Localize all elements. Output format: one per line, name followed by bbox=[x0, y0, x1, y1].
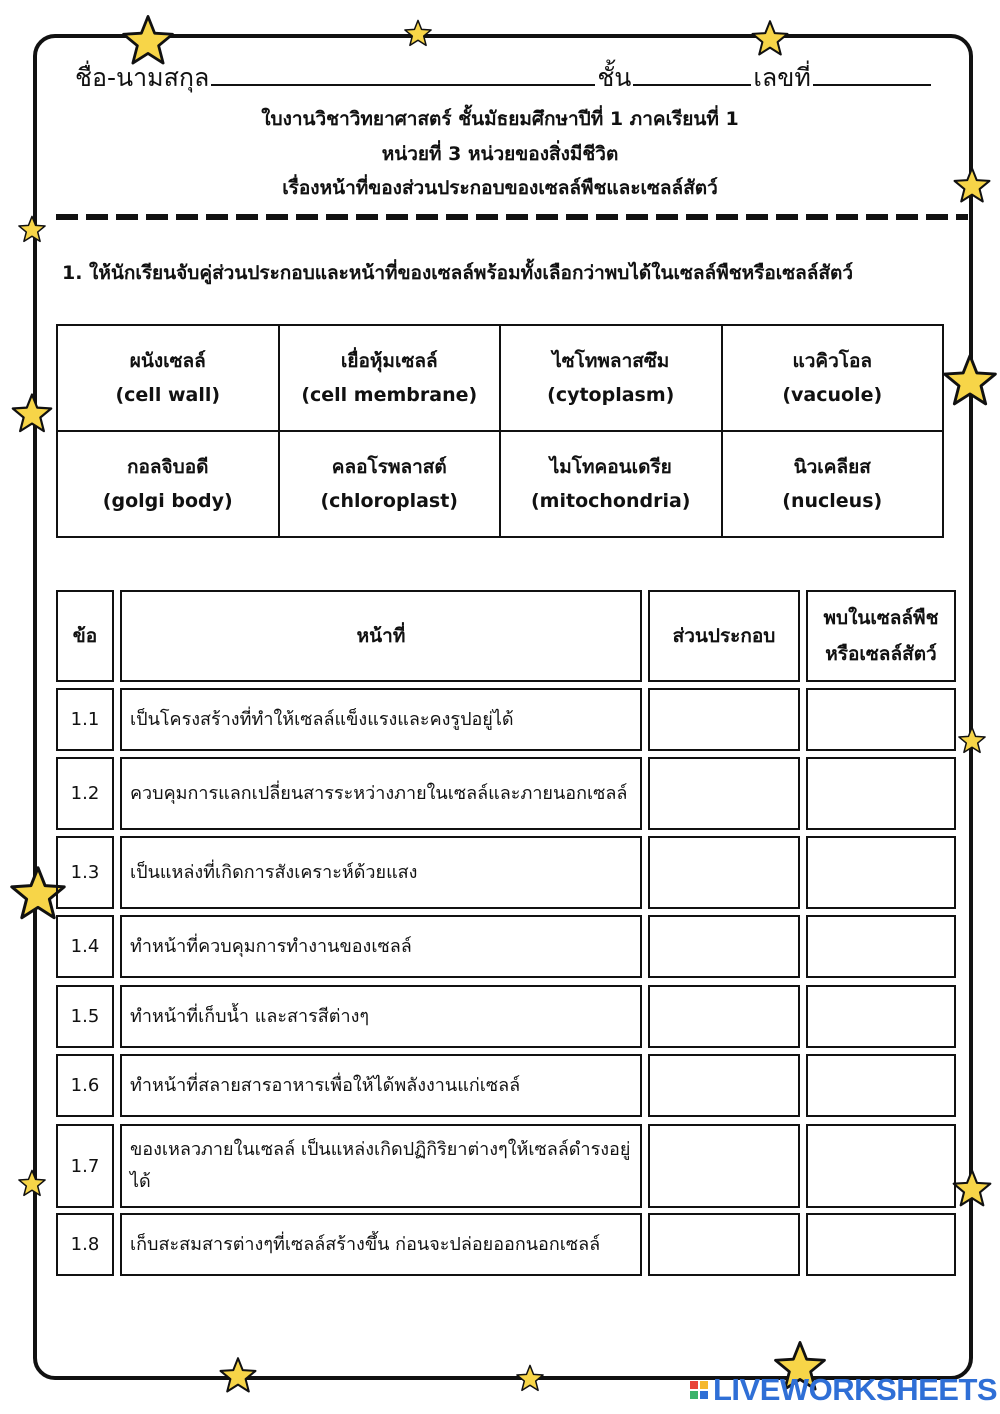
header-found-in: พบในเซลล์พืช หรือเซลล์สัตว์ bbox=[806, 590, 956, 682]
star-icon bbox=[941, 351, 999, 409]
answer-part-box[interactable] bbox=[648, 1213, 800, 1276]
answer-found-box[interactable] bbox=[806, 1213, 956, 1276]
row-number: 1.7 bbox=[56, 1124, 114, 1208]
class-field[interactable] bbox=[633, 62, 751, 86]
row-number: 1.5 bbox=[56, 985, 114, 1048]
dashed-divider bbox=[56, 214, 968, 220]
liveworksheets-logo-icon bbox=[690, 1381, 708, 1399]
answer-found-box[interactable] bbox=[806, 915, 956, 978]
answer-part-box[interactable] bbox=[648, 1054, 800, 1117]
answer-found-box[interactable] bbox=[806, 757, 956, 830]
row-function: เก็บสะสมสารต่างๆที่เซลล์สร้างขึ้น ก่อนจะปล่อยออกนอกเซลล์ bbox=[120, 1213, 642, 1276]
answer-part-box[interactable] bbox=[648, 915, 800, 978]
worksheet-unit: หน่วยที่ 3 หน่วยของสิ่งมีชีวิต bbox=[381, 143, 619, 165]
row-function: ควบคุมการแลกเปลี่ยนสารระหว่างภายในเซลล์และภายนอกเซลล์ bbox=[120, 757, 642, 830]
answer-part-box[interactable] bbox=[648, 1124, 800, 1208]
row-function: ทำหน้าที่สลายสารอาหารเพื่อให้ได้พลังงานแก่เซลล์ bbox=[120, 1054, 642, 1117]
row-function: ทำหน้าที่ควบคุมการทำงานของเซลล์ bbox=[120, 915, 642, 978]
answer-found-box[interactable] bbox=[806, 1124, 956, 1208]
name-field[interactable] bbox=[211, 62, 595, 86]
row-function: ของเหลวภายในเซลล์ เป็นแหล่งเกิดปฏิกิริยาต่างๆให้เซลล์ดำรงอยู่ได้ bbox=[120, 1124, 642, 1208]
table-row bbox=[56, 757, 956, 830]
star-icon bbox=[10, 391, 54, 435]
number-field[interactable] bbox=[813, 62, 931, 86]
worksheet-topic: เรื่องหน้าที่ของส่วนประกอบของเซลล์พืชและเซลล์สัตว์ bbox=[282, 177, 718, 199]
row-function: ทำหน้าที่เก็บน้ำ และสารสีต่างๆ bbox=[120, 985, 642, 1048]
word-bank-item: กอลจิบอดี (golgi body) bbox=[57, 431, 279, 537]
word-bank-item: นิวเคลียส (nucleus) bbox=[722, 431, 944, 537]
star-icon bbox=[403, 18, 433, 48]
worksheet-subject: ใบงานวิชาวิทยาศาสตร์ ชั้นมัธยมศึกษาปีที่ 1 ภาคเรียนที่ 1 bbox=[261, 108, 739, 130]
star-icon bbox=[750, 18, 790, 58]
header-function: หน้าที่ bbox=[120, 590, 642, 682]
row-number: 1.6 bbox=[56, 1054, 114, 1117]
word-bank-table bbox=[56, 324, 944, 538]
table-row bbox=[56, 836, 956, 909]
header-part: ส่วนประกอบ bbox=[648, 590, 800, 682]
question-1-instruction: 1. ให้นักเรียนจับคู่ส่วนประกอบและหน้าที่ของเซลล์พร้อมทั้งเลือกว่าพบได้ในเซลล์พืชหรือเซลล์สัตว์ bbox=[62, 262, 854, 284]
star-icon bbox=[951, 1167, 993, 1209]
star-icon bbox=[957, 725, 987, 755]
word-bank-item: ไมโทคอนเดรีย (mitochondria) bbox=[500, 431, 722, 537]
answer-part-box[interactable] bbox=[648, 757, 800, 830]
word-bank-item: เยื่อหุ้มเซลล์ (cell membrane) bbox=[279, 325, 501, 431]
row-function: เป็นแหล่งที่เกิดการสังเคราะห์ด้วยแสง bbox=[120, 836, 642, 909]
answer-part-box[interactable] bbox=[648, 985, 800, 1048]
name-label: ชื่อ-นามสกุล bbox=[75, 63, 210, 92]
star-icon bbox=[218, 1355, 258, 1395]
star-icon bbox=[17, 1168, 47, 1198]
table-row bbox=[56, 1124, 956, 1208]
answer-found-box[interactable] bbox=[806, 836, 956, 909]
table-row bbox=[56, 688, 956, 751]
word-bank-item: ไซโทพลาสซึม (cytoplasm) bbox=[500, 325, 722, 431]
header-no: ข้อ bbox=[56, 590, 114, 682]
class-label: ชั้น bbox=[597, 63, 632, 92]
row-number: 1.4 bbox=[56, 915, 114, 978]
table-row bbox=[56, 915, 956, 978]
table-row bbox=[56, 1054, 956, 1117]
row-function: เป็นโครงสร้างที่ทำให้เซลล์แข็งแรงและคงรูปอยู่ได้ bbox=[120, 688, 642, 751]
star-icon bbox=[17, 214, 47, 244]
row-number: 1.3 bbox=[56, 836, 114, 909]
liveworksheets-logo bbox=[690, 1372, 997, 1408]
liveworksheets-wordmark: LIVEWORKSHEETS bbox=[713, 1372, 998, 1407]
answer-table-header bbox=[56, 590, 956, 682]
star-icon bbox=[952, 165, 992, 205]
word-bank-item: แวคิวโอล (vacuole) bbox=[722, 325, 944, 431]
table-row bbox=[56, 985, 956, 1048]
table-row bbox=[56, 1213, 956, 1276]
word-bank-item: คลอโรพลาสต์ (chloroplast) bbox=[279, 431, 501, 537]
row-number: 1.2 bbox=[56, 757, 114, 830]
number-label: เลขที่ bbox=[753, 63, 811, 92]
answer-found-box[interactable] bbox=[806, 688, 956, 751]
student-info-line bbox=[75, 58, 955, 98]
row-number: 1.8 bbox=[56, 1213, 114, 1276]
answer-found-box[interactable] bbox=[806, 1054, 956, 1117]
answer-found-box[interactable] bbox=[806, 985, 956, 1048]
answer-part-box[interactable] bbox=[648, 688, 800, 751]
star-icon bbox=[515, 1363, 545, 1393]
word-bank-item: ผนังเซลล์ (cell wall) bbox=[57, 325, 279, 431]
row-number: 1.1 bbox=[56, 688, 114, 751]
answer-part-box[interactable] bbox=[648, 836, 800, 909]
